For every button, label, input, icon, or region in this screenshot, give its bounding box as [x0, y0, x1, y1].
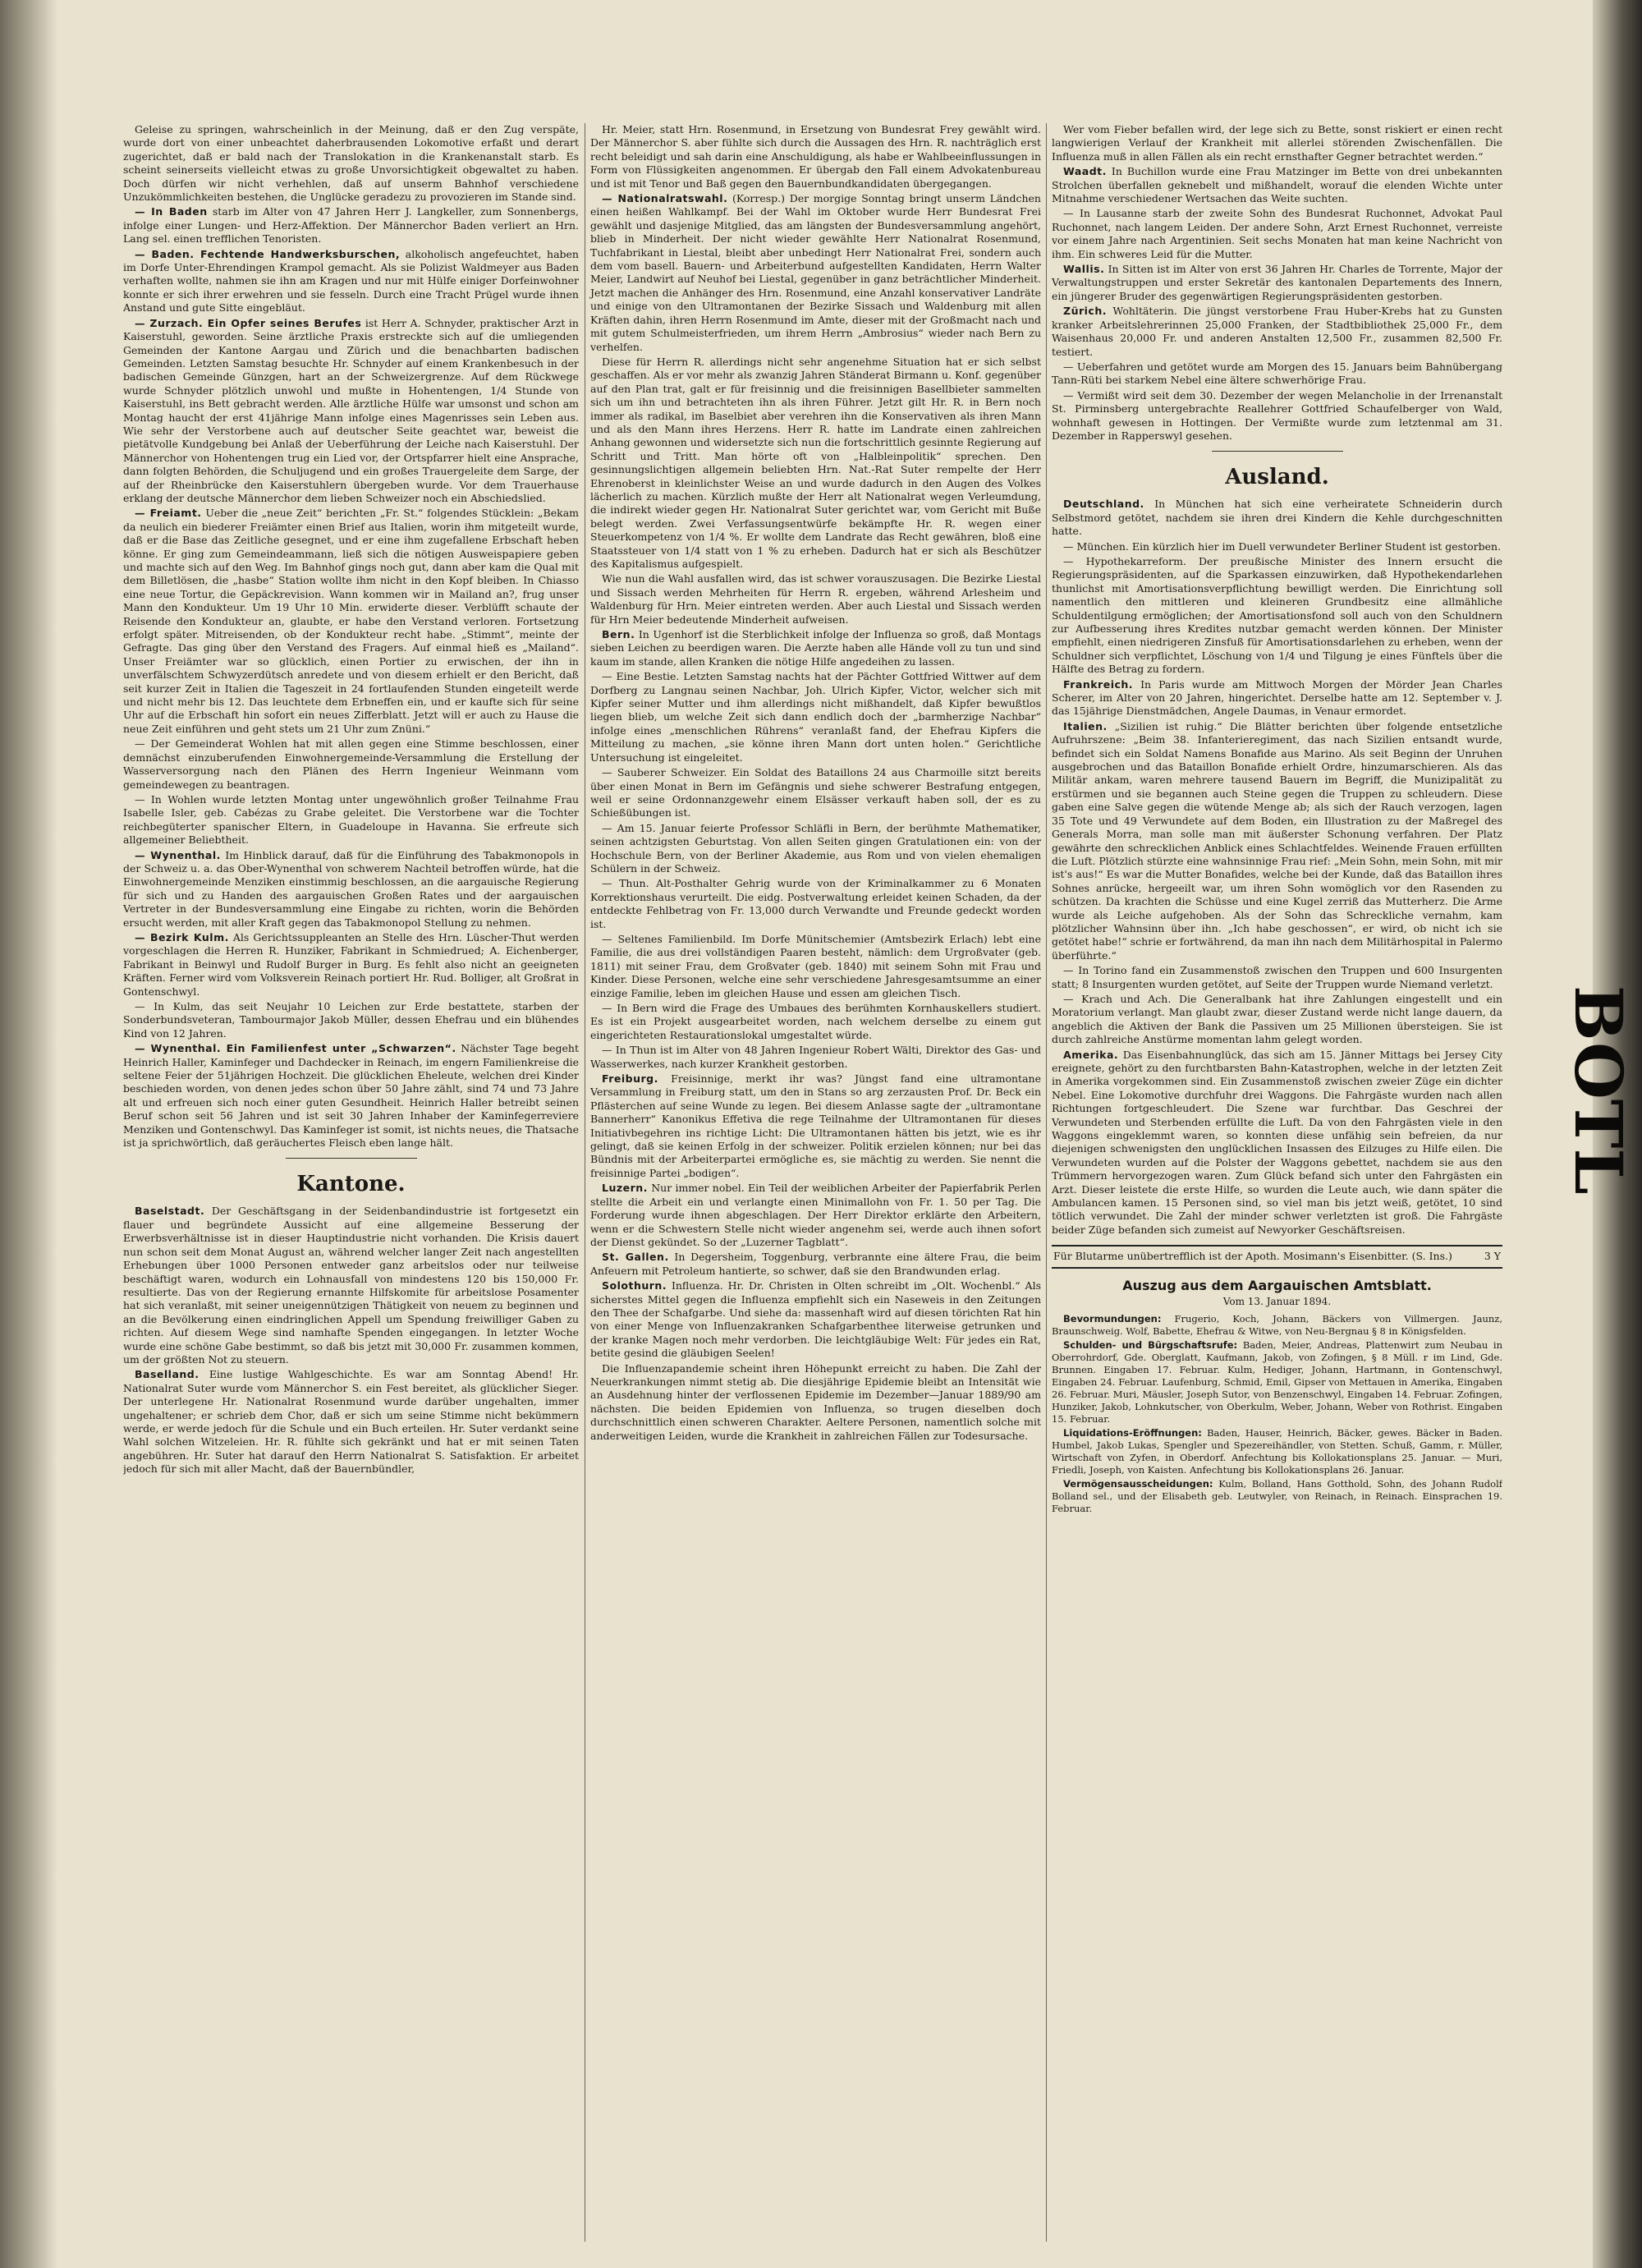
article-text: Freisinnige, merkt ihr was? Jüngst fand eine ultramontane Versammlung in Freiburg statt, um den in Stans so arg zerzausten Prof. Dr. Beck ein Pflästerchen auf seine Wunde zu legen. Bei diesem Anlasse sagte der „ultramontane Bannerherr“ Kanonikus Effetiva die rege Teilnahme der Ultramontanen für dieses Initiativbegehren ins richtige Licht: Die Ultramontanen hätten bis jetzt, wie es ihr gelingt, daß sie keinen Erfolg in der schweizer. Politik erzielen können; nur bei das Bündnis mit der Arbeiterpartei ermögliche es, sie mächtig zu werden. Sie nennt die freisinnige Partei „bodigen“. — [590, 1072, 1041, 1179]
advertisement-eisenbitter — [1052, 1245, 1502, 1268]
article-text: (Korresp.) Der morgige Sonntag bringt unserm Ländchen einen heißen Wahlkampf. Bei der Wahl im Oktober wurde Herr Bundesrat Frei gewählt und dasjenige Mitglied, das am längsten der Bundesversammlung angehört, blieb in Minderheit. Der nicht wieder gewählte Herr Nationalrat Rosenmund, Tuchfabrikant in Liestal, bleibt aber unbedingt Herr Nationalrat Frei, sondern auch dem vom basell. Bauern- und Arbeiterbund aufgestellten Kandidaten, Herrn Walter Meier, Landwirt auf Neuhof bei Liestal, gegenüber in ganz beträchtlicher Minderheit. Jetzt machen die Anhänger des Hrn. Rosenmund, eine Anzahl konservativer Landräte und einige von den Ultramontanen der Bezirke Sissach und Waldenburg mit allen Kräften dahin, ihren Herrn Rosenmund im Amte, dieser mit der Großmacht nach und mit gutem Schulmeisterfrieden, um ihrem Herrn „Ambrosius“ wieder nach Bern zu verhelfen. — [590, 192, 1041, 353]
article-familienfest — [123, 1042, 579, 1150]
amtsblatt-bevormundungen — [1052, 1313, 1502, 1338]
article-amerika — [1052, 1049, 1502, 1237]
dateline: Wallis. — [1063, 263, 1105, 276]
article-schlaefli: — Am 15. Januar feierte Professor Schläfli in Bern, der berühmte Mathematiker, seinen achtzigsten Geburtstag. Von allen Seiten gingen Gratulationen ein: von der Hochschule Bern, von der Berliner Akademie, aus Rom und von vielen ehemaligen Schülern in der Schweiz. — [590, 821, 1041, 875]
ad-code: 3 Y — [1484, 1250, 1501, 1263]
article-wahlprognose: Wie nun die Wahl ausfallen wird, das ist schwer vorauszusagen. Die Bezirke Liestal und Sissach werden Mehrheiten für Herrn R. ergeben, während Arlesheim und Waldenburg für Hrn. Meier eintreten werden. Aber auch Liestal und Sissach werden für Hrn Meier bedeutende Minderheit aufweisen. — [590, 572, 1041, 626]
article-familienbild: — Seltenes Familienbild. Im Dorfe Münitschemier (Amtsbezirk Erlach) lebt eine Familie, die aus drei vollständigen Paaren besteht, nämlich: dem Urgroßvater (geb. 1811) mit seiner Frau, dem Großvater (geb. 1840) mit seinem Sohn mit Frau und Kinder. Diese Personen, welche eine sehr verschiedene Jahresgesamtsumme an einer einzige Familie, leben im gleichen Hause und essen am gleichen Tisch. — [590, 932, 1041, 999]
article-text: Influenza. Hr. Dr. Christen in Olten schreibt im „Olt. Wochenbl.“ Als sicherstes Mittel gegen die Influenza empfiehlt sich ein Naseweis in den Zeitungen den Thee der Schafgarbe. Und siehe da: massenhaft wird auf diesen törichten Rat hin von einer Menge von Influenzakranken Schafgarbenthee literweise getrunken und der kranke Magen noch mehr verdorben. Die leichtgläubige Welt: Für jedes ein Rat, betite gesind die gläubigen Seelen! — [590, 1279, 1041, 1360]
dateline: — Freiamt. — [135, 507, 202, 520]
dateline: Baselland. — [135, 1368, 200, 1381]
article-freiamt — [123, 507, 579, 736]
column-1 — [123, 123, 579, 2242]
scan-shadow-left — [0, 0, 57, 2268]
dateline: Bern. — [602, 628, 635, 641]
article-krach: — Krach und Ach. Die Generalbank hat ihre Zahlungen eingestellt und ein Moratorium verlangt. Man glaubt zwar, dieser Zustand werde nicht lange dauern, da angeblich die Aktiven der Bank die Passiven um 25 Millionen übersteigen. Sie ist durch zahlreiche Anstürme momentan lahm gelegt worden. — [1052, 992, 1502, 1046]
article-text: Der Geschäftsgang in der Seidenbandindustrie ist fortgesetzt ein flauer und begründete Aussicht auf eine allgemeine Besserung der Erwerbsverhältnisse ist in dieser Hauptindustrie nicht vorhanden. Die Krisis dauert nun schon seit dem Monat August an, während welcher langer Zeit nach angestellten Erhebungen über 1000 Personen entweder ganz arbeitslos oder nur teilweise beschäftigt waren, wodurch ein Lohnausfall von mindestens 120 bis 150,000 Fr. resultierte. Das von der Regierung ernannte Hilfskomite für arbeitslose Posamenter hat sich veranlaßt, mit seiner uneigennützigen Thätigkeit von neuem zu beginnen und an die Bevölkerung einen eindringlichen Appell um Spendung freiwilliger Gaben zu richten. Auf diesem Wege sind namhafte Spenden eingegangen. In letzter Woche wurde eine schöne Gabe bestimmt, so daß bis jetzt mit 30,000 Fr. zusammen kommen, um der größten Not zu steuern. — [123, 1205, 579, 1366]
dateline: Baselstadt. — [135, 1205, 205, 1218]
article-thun-waelti: — In Thun ist im Alter von 48 Jahren Ingenieur Robert Wälti, Direktor des Gas- und Wasserwerkes, nach kurzer Krankheit gestorben. — [590, 1044, 1041, 1070]
article-frankreich — [1052, 678, 1502, 719]
amtsblatt-text: Baden, Hauser, Heinrich, Bäcker, gewes. Bäcker in Baden. Humbel, Jakob Lukas, Spengler und Spezereihändler, von Stetten. Schuß, Gamm, r. Müller, Wirtschaft von Zyfen, in Oberdorf. Anfechtung bis Kollokationsplans 25. Januar. — Muri, Friedli, Joseph, von Kaisten. Anfechtung bis Kollokationsplans 26. Januar. — [1052, 1427, 1502, 1476]
article-nationalratswahl — [590, 192, 1041, 354]
article-text: Nur immer nobel. Ein Teil der weiblichen Arbeiter der Papierfabrik Perlen stellte die Arbeit ein und verlangte einen Minimallohn von Fr. 1. 50 per Tag. Die Forderung wurde ihnen abgeschlagen. Der Herr Direktor erklärte den Arbeitern, wenn er die Schwestern Stelle nicht wieder angenehm sei, werde auch ihnen sofort der Dienst gekündet. So der „Luzerner Tagblatt“. — [590, 1182, 1041, 1248]
article-fechtende — [123, 248, 579, 315]
article-text: Wohltäterin. Die jüngst verstorbene Frau Huber-Krebs hat zu Gunsten kranker Arbeitslehrerinnen 25,000 Franken, der Stadtbibliothek 25,000 Fr., dem Waisenhaus 20,000 Fr. und anderen Anstalten 12,500 Fr., zusammen 82,500 Fr. testiert. — [1052, 305, 1502, 358]
amtsblatt-subheading: Liquidations-Eröffnungen: — [1063, 1427, 1202, 1439]
article-text: alkoholisch angefeuchtet, haben im Dorfe Unter-Ehrendingen Krampol gemacht. Als sie Polizist Waldmeyer aus Baden verhaften wollte, nahmen sie ihn am Kragen und nur mit Hülfe einiger Dorfeinwohner konnte er sich ihrer erwehren und sie fesseln. Durch eine Tracht Prügel wurde ihnen Anstand und gute Sitte eingebläut. — [123, 247, 579, 314]
article-text: Als Gerichtssuppleanten an Stelle des Hrn. Lüscher-Thut werden vorgeschlagen die Herren R. Hunziker, Fabrikant in Schmiedrued; A. Eichenberger, Fabrikant in Beinwyl und Rudolf Burger in Burg. Es fehlt also nicht an geeigneten Kräften. Ferner wird vom Volksverein Reinach portiert Hr. Rud. Bolliger, alt Großrat in Gontenschwyl. — [123, 930, 579, 998]
amtsblatt-text: Baden, Meier, Andreas, Plattenwirt zum Neubau in Oberrohrdorf, Gde. Oberglatt, Kaufmann, Jakob, von Zofingen, § 8 Müll. r im Lind, Gde. Brunnen. Eingaben 17. Februar. Kulm, Hediger, Johann, Hartmann, in Gontenschwyl, Eingaben 24. Februar. Laufenburg, Schmid, Emil, Gipser von Mettauen in Amerika, Eingaben 26. Februar. Muri, Mäusler, Joseph Sutor, von Benzenschwyl, Eingaben 14. Februar. Zofingen, Hunziker, Jakob, Lohnkutscher, von Oberkulm, Weber, Johann, Weber von Rothrist. Eingaben 15. Februar. — [1052, 1339, 1502, 1426]
article-text: In Paris wurde am Mittwoch Morgen der Mörder Jean Charles Scherer, im Alter von 20 Jahren, hingerichtet. Derselbe hatte am 12. September v. J. das 15jährige Dienstmädchen, Angele Daumas, in Venaur ermordet. — [1052, 677, 1502, 718]
article-wohlen-wasser: — Der Gemeinderat Wohlen hat mit allen gegen eine Stimme beschlossen, einer demnächst einzuberufenden Einwohnergemeinde-Versammlung die Erstellung der Wasserversorgung nach den Plänen des Herrn Ingenieur Weinmann vom gemeindewegen zu beantragen. — [123, 737, 579, 791]
dateline: — In Baden — [135, 205, 208, 218]
dateline: Zürich. — [1063, 305, 1107, 318]
amtsblatt-schuldenrufe — [1052, 1339, 1502, 1426]
article-text: Eine lustige Wahlgeschichte. Es war am Sonntag Abend! Hr. Nationalrat Suter wurde vom Männerchor S. ein Fest bereitet, als glücklicher Sieger. Der unterlegene Hr. Nationalrat Rosenmund wurde darüber ungehalten, immer ungehaltener; er schrieb dem Chor, daß er sich um seine Stimme nicht bekümmern werde, er werde jedoch für die Schule und ein Buch erteilen. Hr. Suter verdankt seine Wahl solchen Witzeleien. Hr. R. fühlte sich gekränkt und hat er mit seinen Taten angebühren. Hr. Suter hat darauf den Herrn Nationalrat S. Satisfaktion. Er arbeitet jedoch für sich mit aller Macht, daß der Bauernbündler, — [123, 1368, 579, 1476]
article-influenzapandemie: Die Influenzapandemie scheint ihren Höhepunkt erreicht zu haben. Die Zahl der Neuerkrankungen nimmt stetig ab. Die diesjährige Epidemie bleibt an Intensität wie an Ausdehnung hinter der verflossenen Epidemie im Dezember—Januar 1889/90 am nächsten. Die beiden Epidemien von Influenza, so trugen dieselben doch durchschnittlich einen schweren Charakter. Aeltere Personen, namentlich solche mit anderweitigen Leiden, wurde die Krankheit in zahlreichen Fällen zur Todesursache. — [590, 1361, 1041, 1442]
dateline: Frankreich. — [1063, 677, 1134, 691]
article-text: In München hat sich eine verheiratete Schneiderin durch Selbstmord getötet, nachdem sie ihren drei Kindern die Kehle durchgeschnitten hatte. — [1052, 498, 1502, 538]
newspaper-page — [123, 123, 1568, 2242]
article-wallis — [1052, 263, 1502, 303]
article-text: In Buchillon wurde eine Frau Matzinger im Bette von drei unbekannten Strolchen überfallen geknebelt und mißhandelt, worauf die elenden Wichte unter Mitnahme verschiedener Wertsachen das Weite suchten. — [1052, 165, 1502, 205]
article-kornhaus: — In Bern wird die Frage des Umbaues des berühmten Kornhauskellers studiert. Es ist ein Projekt ausgearbeitet worden, nach welchem derselbe zu einem gut eingerichteten Restaurationslokal umgestaltet würde. — [590, 1002, 1041, 1041]
article-baselland — [123, 1368, 579, 1476]
dateline: Freiburg. — [602, 1072, 658, 1086]
ad-text: Für Blutarme unübertrefflich ist der Apoth. Mosimann's Eisenbitter. (S. Ins.) — [1053, 1250, 1452, 1263]
dateline: — Zurzach. Ein Opfer seines Berufes — [135, 316, 362, 329]
article-waadt — [1052, 165, 1502, 205]
article-bahnhof: Geleise zu springen, wahrscheinlich in der Meinung, daß er den Zug verspäte, wurde dort von einer unbeachtet daherbrausenden Lokomotive erfaßt und derart zugerichtet, daß er bald nach der Translokation in die Krankenanstalt starb. Es scheint seinerseits vielleicht etwas zu große Unvorsichtigkeit obgewaltet zu haben. Doch dürfen wir nicht verhehlen, daß auf unserm Bahnhof verschiedene Unzukömmlichkeiten bestehen, die Unglücke geradezu zu provozieren im Stande sind. — [123, 123, 579, 204]
article-text: starb im Alter von 47 Jahren Herr J. Langkeller, zum Sonnenbergs, infolge einer Lungen- und Herz-Affektion. Der Männerchor Baden verliert an Hrn. Lang sel. einen trefflichen Tenoristen. — [123, 205, 579, 246]
column-3 — [1046, 123, 1502, 2242]
section-divider — [1212, 451, 1343, 452]
article-situation: Diese für Herrn R. allerdings nicht sehr angenehme Situation hat er sich selbst geschaffen. Als er vor mehr als zwanzig Jahren Ständerat Birmann u. Konf. gegenüber auf den Plan trat, galt er für freisinnig und die freisinnigen Basellbieter sammelten sich um ihn und betrachteten ihn als ihren Führer. Jetzt gilt Hr. R. in Bern noch immer als radikal, im Baselbiet aber verehren ihn die Konservativen als ihren Mann und als den Mann ihres Herzens. Herr R. hatte im Landrate einen zahlreichen Anhang gewonnen und widersetzte sich nun die fortschrittlich gesinnte Regierung auf Schritt und Tritt. Man hörte oft von „Halbleinpolitik“ sprechen. Den gesinnungslichtigen allgemein beliebten Hrn. Nat.-Rat Suter rempelte der Herr Ehrenoberst in kleinlichster Weise an und wurde dadurch in den Augen des Volkes lächerlich zu machen. Kürzlich mußte der Herr alt Nationalrat wegen Verleumdung, die indirekt wieder gegen Hr. Nationalrat Suter gerichtet war, vom Gericht mit Buße belegt werden. Zwei Verfassungsentwürfe bekämpfte Hr. R. wegen einer Steuerkompetenz von 1/4 %. Er wollte dem Landrate das Recht gewähren, bloß eine Staatssteuer von 1/4 statt von 1 % zu erheben. Dadurch hat er sich als Beschützer des Kapitalismus aufgespielt. — [590, 355, 1041, 570]
amtsblatt-subheading: Schulden- und Bürgschaftsrufe: — [1063, 1339, 1238, 1352]
dateline: — Nationalratswahl. — [602, 192, 728, 205]
amtsblatt-title: Auszug aus dem Aargauischen Amtsblatt. — [1122, 1277, 1432, 1293]
amtsblatt-subheading: Bevormundungen: — [1063, 1313, 1162, 1325]
article-thun: — Thun. Alt-Posthalter Gehrig wurde von der Kriminalkammer zu 6 Monaten Korrektionshaus verurteilt. Die eidg. Postverwaltung erleidet keinen Schaden, da der entdeckte Fehlbetrag von Fr. 13,000 durch Verwandte und Freunde gedeckt worden ist. — [590, 877, 1041, 930]
article-text: Das Eisenbahnunglück, das sich am 15. Jänner Mittags bei Jersey City ereignete, gehört zu den furchtbarsten Bahn-Katastrophen, welche in der letzten Zeit in Amerika vorgekommen sind. Ein Zusammenstoß zwischen zweier Züge ein dichter Nebel. Eine Lokomotive durchfuhr drei Waggons. Die Fahrgäste wurden nach allen Richtungen fortgeschleudert. Die Szene war furchtbar. Das Geschrei der Verwundeten und Sterbenden erfüllte die Luft. Da von den Fahrgästen viele in den Waggons eingeklemmt waren, so konnten diese unfähig sein befreien, da nur diejenigen schwenigsten den unglücklichen Insassen des Eilzuges zu Hilfe eilen. Die Verwundeten wurden auf die Polster der Waggons gebettet, nachdem sie aus den Trümmern hervorgezogen waren. Zum Glück befand sich unter den Fahrgästen ein Arzt. Dieser leistete die erste Hilfe, so wurden die Leute auch, wie dann später die Ambulancen kamen. 15 Personen sind, so viel man bis jetzt weiß, getötet, 10 sind tötlich verwundet. Die Zahl der minder schwer verletzten ist groß. Die Fahrgäste beider Züge befanden sich zumeist auf Newyorker Geschäftsreisen. — [1052, 1048, 1502, 1236]
column-2 — [585, 123, 1041, 2242]
article-italien — [1052, 720, 1502, 962]
article-torino: — In Torino fand ein Zusammenstoß zwischen den Truppen und 600 Insurgenten statt; 8 Insurgenten wurden getötet, auf Seite der Truppen wurde Niemand verletzt. — [1052, 964, 1502, 990]
dateline: St. Gallen. — [602, 1251, 669, 1264]
amtsblatt-liquidationen — [1052, 1427, 1502, 1476]
dateline: — Baden. Fechtende Handwerksburschen, — [135, 247, 401, 260]
article-text: ist Herr A. Schnyder, praktischer Arzt in Kaiserstuhl, geworden. Seine ärztliche Praxis erstreckte sich auf die umliegenden Gemeinden der Kantone Aargau und Zürich und die benachbarten badischen Gemeinden. Letzten Samstag besuchte Hr. Schnyder auf einem Krankenbesuch in der badischen Gemeinde Günzgen, hart an der Schweizergrenze. Auf dem Rückwege wurde Schnyder plötzlich unwohl und mußte in Hohentengen, 1/4 Stunde von Kaiserstuhl, ins Bett gebracht werden. Alle ärztliche Hülfe war umsonst und schon am Montag haucht der erst 41jährige Mann infolge eines Magenrisses sein Leben aus. Wie sehr der Verstorbene auch auf deutscher Seite geachtet war, beweist die pietätvolle Kundgebung bei Anlaß der Ueberführung der Leiche nach Kaiserstuhl. Der Männerchor von Hohentengen trug ein Lied vor, der Ortspfarrer hielt eine Ansprache, dann folgten Behörden, die Schuljugend und ein großes Trauergeleite dem Sarge, der auf der Rheinbrücke den Kaiserstuhlern übergeben wurde. Vor dem Trauerhause erklang der deutsche Männerchor dem lieben Schweizer noch ein Abschiedslied. — [123, 316, 579, 504]
dateline: Waadt. — [1063, 165, 1107, 178]
article-kulm-leichen: — In Kulm, das seit Neujahr 10 Leichen zur Erde bestattete, starben der Sonderbundsveteran, Tambourmajor Jakob Müller, dessen Ehefrau und ein blühendes Kind von 12 Jahren. — [123, 1000, 579, 1040]
dateline: Italien. — [1063, 719, 1108, 732]
amtsblatt-text: Kulm, Bolland, Hans Gotthold, Sohn, des Johann Rudolf Bolland sel., und der Elisabeth geb. Leutwyler, von Reinach, in Reinach. Einsprachen 19. Februar. — [1052, 1478, 1502, 1515]
article-wohlen-isler: — In Wohlen wurde letzten Montag unter ungewöhnlich großer Teilnahme Frau Isabelle Isler, geb. Cabézas zu Grabe geleitet. Die Verstorbene war die Tochter reichbegüterter spanischer Eltern, in Guadeloupe in Havanna. Sie erfreute sich allgemeiner Beliebtheit. — [123, 792, 579, 847]
article-luzern — [590, 1182, 1041, 1249]
article-text: „Sizilien ist ruhig.“ Die Blätter berichten über folgende entsetzliche Aufruhrszene: „Beim 38. Infanterieregiment, das nach Sizilien entsandt wurde, befindet sich ein Soldat Namens Bonafide aus Marino. Als seit Beginn der Unruhen ausgebrochen und das Bataillon Bonafide erhielt Ordre, hinzumarschieren. Als das Militär ankam, waren mehrere tausend Bauern im Begriff, die Munizipalität zu erstürmen und sie begannen auch Steine gegen die Truppen zu schleudern. Diese gaben eine Salve gegen die wütende Menge ab; als sich der Rauch verzogen, lagen 35 Tote und 49 Verwundete auf dem Boden, ein Illustration zu der Maßregel des Generals Morra, man solle man mit äußerster Schonung verfahren. Der Platz gewährte den schrecklichen Anblick eines Schlachtfeldes. Weinende Frauen erfüllten die Luft. Plötzlich stürzte eine wahnsinnige Frau rief: „Mein Sohn, mein Sohn, mit mir ist's aus!“ Es war die Mutter Bonafides, welche bei der Kunde, daß das Bataillon ihres Sohnes anrücke, hergeeilt war, um ihren Sohn womöglich vor den Rasenden zu schützen. Da krachten die Schüsse und eine Kugel zerriß das Mutterherz. Die Arme wurde als Leiche aufgehoben. Als der Sohn das Schreckliche vernahm, kam plötzlicher Wahnsinn über ihn. „Ich habe geschossen“, er wird, ob nicht ich sie getötet habe!“ schrie er fortwährend, da man ihn nach dem Militärhospital in Palermo überführte.“ — [1052, 719, 1502, 962]
amtsblatt-text: Frugerio, Koch, Johann, Bäckers von Villmergen. Jaunz, Braunschweig. Wolf, Babette, Ehefrau & Witwe, von Neu-Bergnau § 8 in Königsfelden. — [1052, 1313, 1502, 1338]
article-ueberfahren: — Ueberfahren und getötet wurde am Morgen des 15. Januars beim Bahnübergang Tann-Rüti bei starkem Nebel eine ältere schwerhörige Frau. — [1052, 360, 1502, 387]
dateline: Luzern. — [602, 1182, 648, 1195]
article-wynenthal — [123, 849, 579, 930]
article-st-gallen — [590, 1251, 1041, 1278]
article-hypothekarreform: — Hypothekarreform. Der preußische Minister des Innern ersucht die Regierungspräsidenten, auf die Sparkassen einzuwirken, daß Hypothekendarlehen thunlichst mit Amortisationsverpflichtung bewilligt werden. Die Einrichtung soll namentlich den mittleren und kleineren Grundbesitz eine allmähliche Schuldentilgung ermöglichen; der Amortisationsfond soll auch von den Schuldnern zur Aufbesserung ihres Kredites nutzbar gemacht werden können. Der Minister empfiehlt, einen niedrigeren Zinsfuß für Amortisationsdarlehen zu erheben, wenn der Schuldner sich verpflichtet, Löschung von 1/4 und Tilgung je eines Fünftels über die Hälfte des Betrag zu fordern. — [1052, 554, 1502, 676]
article-text: In Degersheim, Toggenburg, verbrannte eine ältere Frau, die beim Anfeuern mit Petroleum hantierte, so schwer, daß sie den Brandwunden erlag. — [590, 1251, 1041, 1277]
dateline: Amerika. — [1063, 1048, 1119, 1061]
article-bern — [590, 628, 1041, 668]
dateline: — Wynenthal. — [135, 848, 221, 861]
article-bestie: — Eine Bestie. Letzten Samstag nachts hat der Pächter Gottfried Wittwer auf dem Dorfberg zu Langnau seinen Nachbar, Joh. Ulrich Kipfer, Victor, welcher sich mit Kipfer seiner Mutter und ihm allerdings nicht mißhandelt, daß Kipfer bewußtlos liegen blieb, um welche Zeit sich dann endlich doch der „barmherzige Nachbar“ infolge eines „menschlichen Rührens“ veranlaßt fand, der Ehefrau Kipfers die Mitteilung zu machen, „sie könne ihren Mann dort unten holen.“ Gerichtliche Untersuchung ist eingeleitet. — [590, 670, 1041, 764]
article-baden — [123, 205, 579, 246]
article-text: Ueber die „neue Zeit“ berichten „Fr. St.“ folgendes Stücklein: „Bekam da neulich ein biederer Freiämter einen Brief aus Italien, worin ihm mitgeteilt wurde, daß er die Base das Zeitliche gesegnet, und er eine ihm zugefallene Erbschaft heben könne. Er ging zum Gemeindeammann, ließ sich die nötigen Ausweispapiere geben und machte sich auf den Weg. Im Bahnhof gings noch gut, dann aber kam die Qual mit dem Billetlösen, die „hasbe“ Station wollte ihm nicht in den Kopf bleiben. In Chiasso eine neue Tortur, die Gepäckrevision. Wann kommen wir in Mailand an?, frug unser Mann den Kondukteur. Um 19 Uhr 10 Min. erwiderte dieser. Verblüfft schaute der Reisende den Kondukteur an, glaubte, er habe den Verstand verloren. Fortsetzung erfolgt später. Mitreisenden, ob der Kondukteur recht habe. „Stimmt“, meinte der Gefragte. Das ging über den Verstand des Fragers. Auf einmal hieß es „Mailand“. Unser Freiämter war so glücklich, einen Portier zu erwischen, der ihn in unverfälschtem Schwyzerdütsch anredete und von diesem erhielt er den Bericht, daß seit kurzer Zeit in Italien die Tageszeit in 24 fortlaufenden Stunden eingeteilt werde und nicht mehr bis 12. Das leuchtete dem Erbneffen ein, und er kaufte sich für seine Uhr auf die Erbschaft hin sofort ein neues Zifferblatt. Jetzt will er auch zu Hause die neue Zeit einführen und geht stets um 21 Uhr zum Znüni.“ — [123, 507, 579, 735]
article-solothurn — [590, 1279, 1041, 1360]
article-bezirk-kulm — [123, 931, 579, 999]
article-fieber: Wer vom Fieber befallen wird, der lege sich zu Bette, sonst riskiert er einen recht langwierigen Verlauf der Krankheit mit allerlei störenden Zwischenfällen. Die Influenza muß in allen Fällen als ein recht ernsthafter Gegner betrachtet werden.“ — [1052, 123, 1502, 163]
amtsblatt-subheading: Vermögensausscheidungen: — [1063, 1478, 1213, 1490]
dateline: — Wynenthal. Ein Familienfest unter „Schwarzen“. — [135, 1042, 456, 1055]
amtsblatt-vermoegensausscheidungen — [1052, 1478, 1502, 1515]
article-freiburg — [590, 1072, 1041, 1180]
dateline: — Bezirk Kulm. — [135, 930, 229, 943]
article-meier: Hr. Meier, statt Hrn. Rosenmund, in Ersetzung von Bundesrat Frey gewählt wird. Der Männerchor S. aber fühlte sich durch die Aussagen des Hrn. R. nachträglich erst recht beleidigt und sah darin eine Anschuldigung, als habe er Wahlbeeinflussungen in Form von Flüssigkeiten angenommen. Er übergab den Fall einem Advokatenbureau und ist mit Tenor und Baß gegen den Bauernbundkandidaten übergegangen. — [590, 123, 1041, 190]
article-sauberer-schweizer: — Sauberer Schweizer. Ein Soldat des Bataillons 24 aus Charmoille sitzt bereits über einen Monat in Bern im Gefängnis und siehe schwerer Bestrafung entgegen, weil er seine Ordonnanzgewehr einem Elsässer verkauft haben soll, der es zu Schießübungen ist. — [590, 766, 1041, 820]
article-text: In Ugenhorf ist die Sterblichkeit infolge der Influenza so groß, daß Montags sieben Leichen zu beerdigen waren. Die Aerzte haben alle Hände voll zu tun und sind kaum im stande, allen Kranken die nötige Hilfe angedeihen zu lassen. — [590, 628, 1041, 668]
amtsblatt-date: Vom 13. Januar 1894. — [1222, 1295, 1332, 1307]
article-text: Nächster Tage begeht Heinrich Haller, Kaminfeger und Dachdecker in Reinach, im engern Familienkreise die seltene Feier der 51jährigen Hochzeit. Die glücklichen Eheleute, welchen drei Kinder beschieden worden, von denen jedes schon über 50 Jahre zählt, sind 74 und 73 Jahre alt und erfreuen sich noch einer guten Gesundheit. Heinrich Haller betreibt seinen Beruf schon seit 56 Jahren und ist seit 30 Jahren Inhaber der Kaminfegerreviere Menziken und Gontenschwyl. Das Kaminfeger ist somit, ist nichts neues, die Thatsache ist ja sprichwörtlich, daß geräuchertes Fleisch eben lange hält. — [123, 1042, 579, 1150]
article-baselstadt — [123, 1205, 579, 1366]
next-page-edge-text: BOTL — [1560, 985, 1637, 1195]
dateline: Deutschland. — [1063, 498, 1144, 511]
article-zuerich — [1052, 305, 1502, 359]
article-zurzach — [123, 317, 579, 506]
article-deutschland — [1052, 498, 1502, 538]
section-divider — [286, 1158, 417, 1159]
section-heading-ausland: Ausland. — [1225, 465, 1329, 490]
article-text: Im Hinblick darauf, daß für die Einführung des Tabakmonopols in der Schweiz u. a. das Ober-Wynenthal von schwerem Nachteil betroffen würde, hat die Einwohnergemeinde Menziken einstimmig beschlossen, an die aargauische Regierung für sich und zu Handen des aargauischen Großen Rates und der aargauischen Vertreter in der Bundesversammlung eine Eingabe zu richten, worin die Behörden ersucht werden, mit aller Kraft gegen das Tabakmonopol Stellung zu nehmen. — [123, 848, 579, 929]
article-muenchen-duell: — München. Ein kürzlich hier im Duell verwundeter Berliner Student ist gestorben. — [1063, 539, 1502, 553]
article-lausanne: — In Lausanne starb der zweite Sohn des Bundesrat Ruchonnet, Advokat Paul Ruchonnet, nach langem Leiden. Der andere Sohn, Arzt Ernest Ruchonnet, verreiste vor einem Jahre nach Argentinien. Seit sechs Monaten hat man keine Nachricht von ihm. Ein schweres Leid für die Mutter. — [1052, 207, 1502, 260]
article-text: In Sitten ist im Alter von erst 36 Jahren Hr. Charles de Torrente, Major der Verwaltungstruppen und erster Sekretär des kantonalen Departements des Innern, ein jüngerer Bruder des gegenwärtigen Regierungspräsidenten gestorben. — [1052, 263, 1502, 302]
section-heading-kantone: Kantone. — [296, 1172, 406, 1197]
article-vermisst: — Vermißt wird seit dem 30. Dezember der wegen Melancholie in der Irrenanstalt St. Pirminsberg untergebrachte Reallehrer Gottfried Schaufelberger von Wald, wohnhaft gewesen in Hottingen. Der Vermißte wurde zum letztenmal am 31. Dezember in Rapperswyl gesehen. — [1052, 388, 1502, 442]
dateline: Solothurn. — [602, 1279, 667, 1292]
